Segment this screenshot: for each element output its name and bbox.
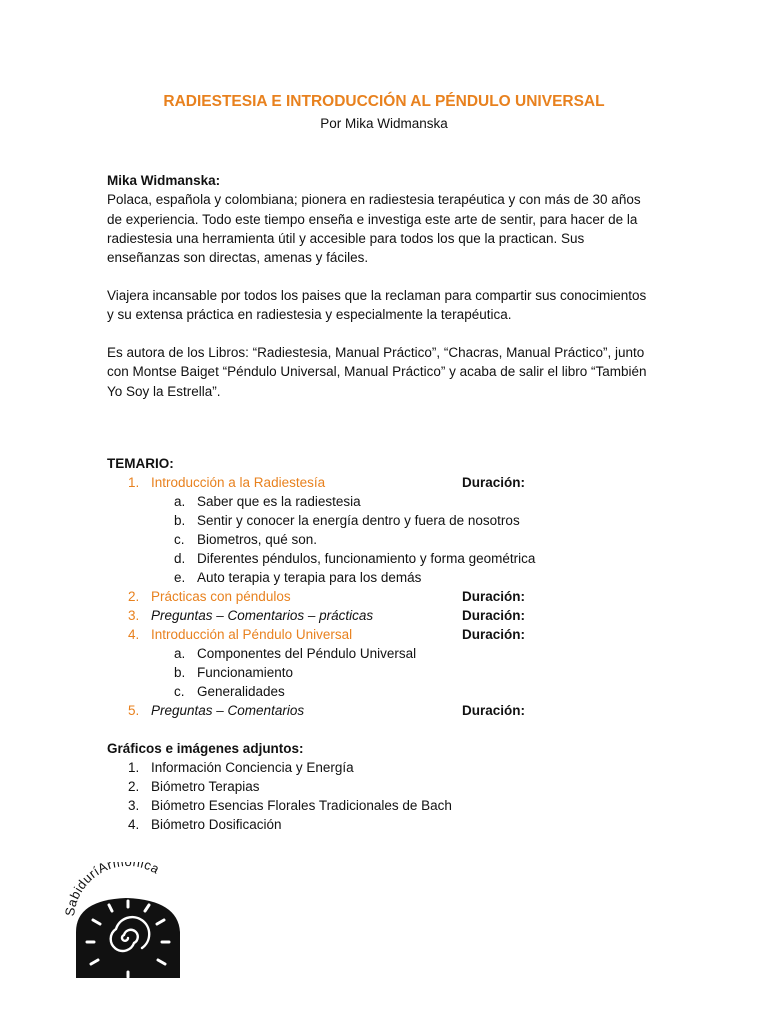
temario-heading: TEMARIO: — [107, 456, 174, 471]
duration-label: Duración: — [462, 703, 526, 718]
subitem-letter: b. — [174, 513, 186, 528]
item-text: Preguntas – Comentarios – prácticas — [151, 608, 374, 623]
subitem-letter: c. — [174, 684, 185, 699]
item-text: Introducción al Péndulo Universal — [151, 627, 353, 642]
duration-label: Duración: — [462, 589, 526, 604]
subitem-letter: d. — [174, 551, 186, 566]
spiral-sun-logo-icon — [60, 862, 190, 982]
item-text: Preguntas – Comentarios — [151, 703, 305, 718]
subitem-letter: c. — [174, 532, 185, 547]
item-number: 4. — [128, 817, 140, 832]
item-number: 5. — [128, 703, 140, 718]
item-number: 4. — [128, 627, 140, 642]
item-number: 1. — [128, 475, 140, 490]
duration-label: Duración: — [462, 608, 526, 623]
duration-label: Duración: — [462, 475, 526, 490]
subitem-text: Auto terapia y terapia para los demás — [197, 570, 422, 585]
document-title: RADIESTESIA E INTRODUCCIÓN AL PÉNDULO UNIVERSAL — [163, 93, 605, 110]
bio-line: radiestesia una herramienta útil y accesible para todos los que la practican. Sus — [107, 230, 585, 246]
item-text: Biómetro Esencias Florales Tradicionales de Bach — [151, 798, 452, 813]
bio-line: de experiencia. Todo este tiempo enseña e investiga este arte de sentir, para hacer de la — [107, 211, 638, 227]
item-number: 1. — [128, 760, 140, 775]
bio-paragraph-3 — [107, 343, 667, 401]
attachments-heading: Gráficos e imágenes adjuntos: — [107, 741, 304, 756]
subitem-letter: b. — [174, 665, 186, 680]
bio-line: Viajera incansable por todos los paises que la reclaman para compartir sus conocimientos — [107, 288, 647, 303]
item-number: 2. — [128, 779, 140, 794]
subitem-text: Componentes del Péndulo Universal — [197, 646, 417, 661]
subitem-letter: a. — [174, 646, 186, 661]
bio-line: enseñanzas son directas, amenas y fáciles. — [107, 250, 369, 266]
item-number: 3. — [128, 608, 140, 623]
subitem-letter: a. — [174, 494, 186, 509]
bio-section — [107, 171, 667, 267]
subitem-text: Saber que es la radiestesia — [197, 494, 361, 509]
item-text: Prácticas con péndulos — [151, 589, 291, 604]
subitem-letter: e. — [174, 570, 186, 585]
bio-line: con Montse Baiget “Péndulo Universal, Manual Práctico” y acaba de salir el libro “También — [107, 364, 647, 380]
duration-label: Duración: — [462, 627, 526, 642]
item-text: Introducción a la Radiestesía — [151, 475, 326, 490]
subitem-text: Funcionamiento — [197, 665, 294, 680]
bio-line: y su extensa práctica en radiestesia y especialmente la terapéutica. — [107, 307, 512, 323]
bio-line: Es autora de los Libros: “Radiestesia, Manual Práctico”, “Chacras, Manual Práctico”, junto — [107, 345, 645, 360]
item-text: Información Conciencia y Energía — [151, 760, 354, 775]
subitem-text: Biometros, qué son. — [197, 532, 318, 547]
item-number: 3. — [128, 798, 140, 813]
document-author: Por Mika Widmanska — [320, 116, 448, 131]
logo-text: SabiduríArm nica — [62, 862, 163, 918]
item-number: 2. — [128, 589, 140, 604]
bio-line: Polaca, española y colombiana; pionera en radiestesia terapéutica y con más de 30 años — [107, 192, 641, 208]
subitem-text: Generalidades — [197, 684, 285, 699]
bio-paragraph-2 — [107, 286, 667, 325]
bio-line: Yo Soy la Estrella”. — [107, 383, 221, 399]
subitem-text: Sentir y conocer la energía dentro y fuera de nosotros — [197, 513, 520, 528]
bio-heading: Mika Widmanska: — [107, 173, 221, 188]
item-text: Biómetro Dosificación — [151, 817, 282, 832]
subitem-text: Diferentes péndulos, funcionamiento y forma geométrica — [197, 551, 536, 566]
item-text: Biómetro Terapias — [151, 779, 260, 794]
